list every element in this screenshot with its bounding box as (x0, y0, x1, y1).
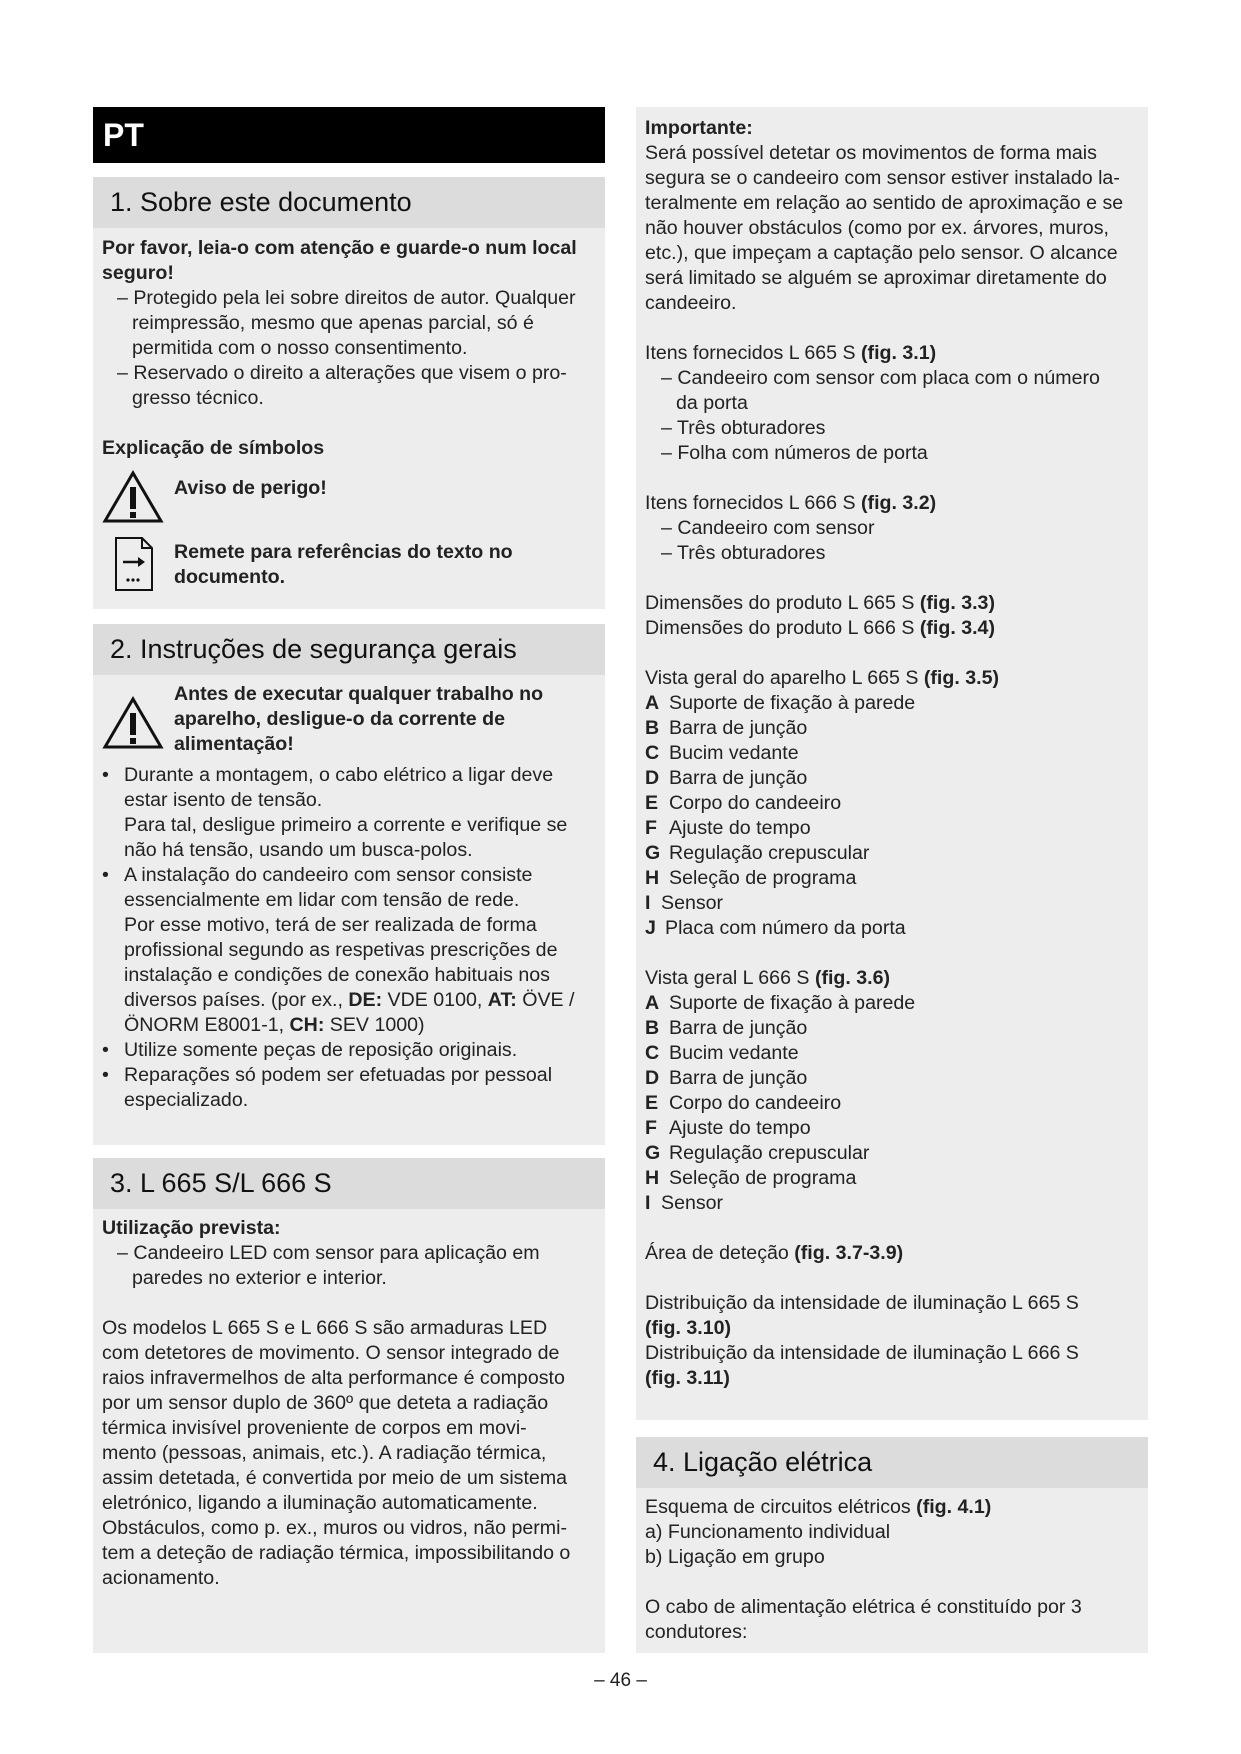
list-item: A Suporte de fixação à parede (645, 692, 916, 714)
dimensions-l665: Dimensões do produto L 665 S (fig. 3.3) (645, 592, 995, 614)
important-heading: Importante: (645, 117, 753, 139)
list-item: F Ajuste do tempo (645, 1117, 811, 1139)
document-reference-icon (102, 534, 174, 600)
light-distribution-l666: Distribuição da intensidade de iluminação L 666 S (fig. 3.11) (645, 1342, 1079, 1389)
section-electrical (636, 1437, 1148, 1653)
language-header (93, 107, 605, 163)
overview-l666-list (645, 991, 1139, 1216)
list-item: E Corpo do candeeiro (645, 792, 842, 814)
list-item: C Bucim vedante (645, 1042, 799, 1064)
list-item: – Candeeiro LED com sensor para aplicação em paredes no exterior e interior. (117, 1242, 540, 1289)
list-item: – Três obturadores (661, 417, 826, 439)
overview-l665-list (645, 691, 1139, 941)
wiring-diagram-ref: Esquema de circuitos elétricos (fig. 4.1) (645, 1496, 992, 1518)
list-item: – Três obturadores (661, 542, 826, 564)
overview-l666-heading: Vista geral L 666 S (fig. 3.6) (645, 967, 891, 989)
mode-item: a) Funcionamento individual (645, 1521, 891, 1543)
list-item: G Regulação crepuscular (645, 1142, 870, 1164)
bullet-item: • Reparações só podem ser efetuadas por pessoal especializado. (102, 1064, 553, 1111)
list-item: A Suporte de fixação à parede (645, 992, 916, 1014)
important-text: Será possível detetar os movimentos de forma mais segura se o candeeiro com sensor estiver instalado la- teralmente em relação ao sentido de aproximação e se não houver obstáculos (como por ex. árvores, muros, etc.), que impeçam a captação pelo sensor. O alcance será limitado se alguém se aproximar diretamente do candeeiro. (645, 142, 1124, 314)
list-item: – Folha com números de porta (661, 442, 928, 464)
list-item: B Barra de junção (645, 1017, 808, 1039)
list-item: – Candeeiro com sensor (661, 517, 875, 539)
list-item: E Corpo do candeeiro (645, 1092, 842, 1114)
scope-l666-heading: Itens fornecidos L 666 S (fig. 3.2) (645, 492, 937, 514)
list-item: I Sensor (645, 1192, 724, 1214)
warning-label: Aviso de perigo! (174, 477, 327, 499)
warning-triangle-icon (102, 682, 174, 756)
intro-line: Por favor, leia-o com atenção e guarde-o num local (102, 237, 577, 259)
section-title: 1. Sobre este documento (93, 177, 605, 228)
use-heading: Utilização prevista: (102, 1217, 281, 1239)
section-safety (93, 624, 605, 1145)
list-item: D Barra de junção (645, 1067, 808, 1089)
detection-area: Área de deteção (fig. 3.7-3.9) (645, 1242, 904, 1264)
list-item: F Ajuste do tempo (645, 817, 811, 839)
symbols-heading: Explicação de símbolos (102, 437, 325, 459)
description-paragraph: Os modelos L 665 S e L 666 S são armaduras LED com detetores de movimento. O sensor integrado de raios infravermelhos de alta performance é composto por um sensor duplo de 360º que deteta a radiação térmica invisível proveniente de corpos em movi- mento (pessoas, animais, etc.). A radiação térmica, assim detetada, é convertida por meio de um sistema eletrónico, ligando a iluminação automaticamente. Obstáculos, como p. ex., muros ou vidros, não permi- tem a deteção de radiação térmica, impossibilitando o acionamento. (102, 1317, 571, 1589)
list-item: H Seleção de programa (645, 1167, 857, 1189)
overview-l665-heading: Vista geral do aparelho L 665 S (fig. 3.5) (645, 667, 999, 689)
right-column-info (636, 107, 1148, 1420)
section-title: 2. Instruções de segurança gerais (93, 624, 605, 675)
list-item: D Barra de junção (645, 767, 808, 789)
language-code: PT (103, 117, 144, 153)
bullet-item: • Durante a montagem, o cabo elétrico a ligar deve estar isento de tensão. Para tal, desligue primeiro a corrente e verifique se não há tensão, usando um busca-polos. (102, 764, 568, 861)
page-number: – 46 – (594, 1670, 647, 1691)
light-distribution-l665: Distribuição da intensidade de iluminação L 665 S (fig. 3.10) (645, 1292, 1079, 1339)
mode-item: b) Ligação em grupo (645, 1546, 825, 1568)
list-item: I Sensor (645, 892, 724, 914)
list-item: – Candeeiro com sensor com placa com o número da porta (661, 367, 1100, 414)
list-item: H Seleção de programa (645, 867, 857, 889)
section-products (93, 1158, 605, 1653)
list-item: C Bucim vedante (645, 742, 799, 764)
safety-warning: Antes de executar qualquer trabalho no aparelho, desligue-o da corrente de alimentação! (174, 683, 544, 755)
section-title: 4. Ligação elétrica (636, 1437, 1148, 1488)
dimensions-l666: Dimensões do produto L 666 S (fig. 3.4) (645, 617, 995, 639)
list-item: – Reservado o direito a alterações que visem o pro- gresso técnico. (117, 362, 567, 409)
intro-line: seguro! (102, 262, 174, 284)
bullet-item: • A instalação do candeeiro com sensor consiste essencialmente em lidar com tensão de rede. Por esse motivo, terá de ser realizada de forma profissional segundo as respetivas prescrições de instalação e condições de conexão habituais nos diversos países. (por ex., DE: VDE 0100, AT: ÖVE / ÖNORM E8001-1, CH: SEV 1000) (102, 864, 575, 1036)
list-item: G Regulação crepuscular (645, 842, 870, 864)
section-about-document (93, 177, 605, 609)
cable-text: O cabo de alimentação elétrica é constituído por 3 condutores: (645, 1596, 1082, 1643)
section-title: 3. L 665 S/L 666 S (93, 1158, 605, 1209)
list-item: – Protegido pela lei sobre direitos de autor. Qualquer reimpressão, mesmo que apenas parcial, só é permitida com o nosso consentimento. (117, 287, 576, 359)
list-item: J Placa com número da porta (645, 917, 906, 939)
list-item: B Barra de junção (645, 717, 808, 739)
bullet-item: • Utilize somente peças de reposição originais. (102, 1039, 518, 1061)
warning-triangle-icon (102, 470, 174, 530)
reference-label: Remete para referências do texto no documento. (174, 541, 513, 588)
scope-l665-heading: Itens fornecidos L 665 S (fig. 3.1) (645, 342, 937, 364)
